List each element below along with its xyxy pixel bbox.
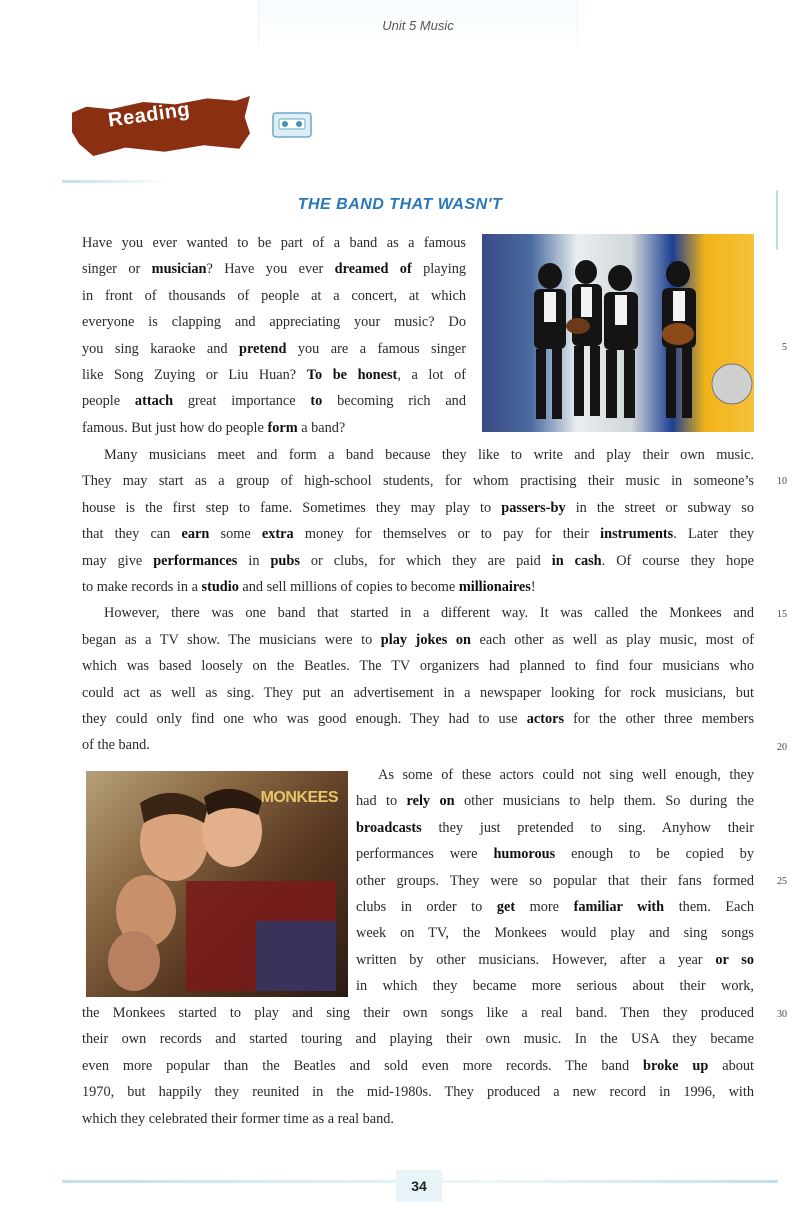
vocab-term: extra [261, 526, 294, 543]
text-line: you sing karaoke and pretend you are a famous singer [82, 340, 466, 357]
paragraph-body-2 [82, 1000, 754, 1132]
vocab-term: rely on [406, 793, 455, 810]
text-line: famous. But just how do people form a band? [82, 419, 346, 436]
line-number: 25 [777, 876, 787, 887]
text-line: even more popular than the Beatles and sold even more records. The band broke up about [82, 1057, 754, 1074]
vocab-term: or so [715, 951, 754, 968]
line-number: 5 [782, 342, 787, 353]
vocab-term: To be honest [306, 366, 398, 383]
text-line: broadcasts they just pretended to sing. Anyhow their [356, 819, 754, 836]
vocab-term: earn [181, 526, 210, 543]
text-line: in which they became more serious about their work, [356, 978, 754, 995]
vocab-term: broke up [643, 1057, 709, 1074]
text-line: which was based loosely on the Beatles. The TV organizers had planned to find four musicians who [82, 658, 754, 675]
monkees-logo: MONKEES [260, 789, 338, 806]
text-line: As some of these actors could not sing well enough, they [378, 767, 754, 783]
band-photo [482, 234, 754, 432]
text-line: they could only find one who was good enough. They had to use actors for the other three members [82, 710, 754, 727]
band-figures [482, 234, 754, 432]
line-number: 30 [777, 1009, 787, 1020]
vocab-term: musician [151, 261, 207, 278]
line-number: 15 [777, 609, 787, 620]
paragraph-right-of-photo [356, 762, 754, 1000]
unit-tab [258, 0, 578, 46]
line-number: 20 [777, 742, 787, 753]
paragraph-body-1 [82, 442, 754, 759]
text-line: clubs in order to get more familiar with them. Each [356, 898, 754, 915]
vocab-term: attach [134, 393, 174, 410]
vocab-term: passers-by [501, 499, 566, 516]
vocab-term: broadcasts [356, 819, 422, 836]
text-line: other groups. They were so popular that their fans formed [356, 872, 754, 889]
vocab-term: millionaires [458, 578, 531, 595]
vocab-term: performances [153, 552, 238, 569]
vocab-term: form [267, 419, 298, 436]
vocab-term: in cash [551, 552, 602, 569]
vocab-term: to [310, 393, 323, 410]
unit-title: Unit 5 Music [382, 18, 454, 33]
line-number: 10 [777, 476, 787, 487]
vocab-term: familiar with [573, 898, 665, 915]
text-line: the Monkees started to play and sing their own songs like a real band. Then they produced [82, 1005, 754, 1021]
text-line: 1970, but happily they reunited in the mid-1980s. They produced a new record in 1996, with [82, 1084, 754, 1101]
text-line: everyone is clapping and appreciating your music? Do [82, 314, 466, 331]
text-line: They may start as a group of high-school students, for whom practising their music in someone’s [82, 473, 754, 490]
text-line: may give performances in pubs or clubs, for which they are paid in cash. Of course they hope [82, 552, 754, 569]
text-line: like Song Zuying or Liu Huan? To be honest, a lot of [82, 366, 466, 383]
text-line: Many musicians meet and form a band because they like to write and play their own music. [104, 447, 754, 463]
text-line: performances were humorous enough to be copied by [356, 846, 754, 863]
text-line: which they celebrated their former time as a real band. [82, 1110, 395, 1127]
vocab-term: humorous [493, 846, 556, 863]
cassette-icon [272, 110, 312, 140]
text-line: their own records and started touring and playing their own music. In the USA they became [82, 1031, 754, 1048]
text-line: of the band. [82, 737, 150, 754]
header-rule [62, 180, 172, 183]
vocab-term: pubs [270, 552, 300, 569]
text-line: written by other musicians. However, after a year or so [356, 951, 754, 968]
vocab-term: instruments [600, 526, 674, 543]
vocab-term: pretend [239, 340, 287, 357]
text-line: could act as well as sing. They put an advertisement in a newspaper looking for rock musicians, but [82, 684, 754, 701]
text-line: that they can earn some extra money for themselves or to pay for their instruments. Later they [82, 526, 754, 543]
text-line: people attach great importance to becoming rich and [82, 393, 466, 410]
story-title: THE BAND THAT WASN'T [297, 196, 503, 213]
text-line: began as a TV show. The musicians were to play jokes on each other as well as play music, most of [82, 631, 754, 648]
text-line: week on TV, the Monkees would play and sing songs [356, 925, 754, 942]
vocab-term: actors [526, 710, 565, 727]
reading-label: Reading [106, 98, 192, 132]
text-line: singer or musician? Have you ever dreamed of playing [82, 261, 466, 278]
text-line: However, there was one band that started in a different way. It was called the Monkees and [104, 605, 754, 622]
vocab-term: get [496, 898, 516, 915]
vocab-term: dreamed of [334, 261, 412, 278]
page-number: 34 [396, 1170, 442, 1202]
text-line: in front of thousands of people at a concert, at which [82, 287, 466, 304]
text-line: Have you ever wanted to be part of a band as a famous [82, 235, 466, 251]
vocab-term: play jokes on [380, 631, 471, 648]
paragraph-intro [82, 230, 466, 441]
monkees-album-photo [86, 771, 348, 997]
text-line: had to rely on other musicians to help them. So during the [356, 793, 754, 810]
text-line: house is the first step to fame. Sometimes they may play to passers-by in the street or subway so [82, 499, 754, 516]
vocab-term: studio [201, 578, 239, 595]
text-line: to make records in a studio and sell millions of copies to become millionaires! [82, 578, 536, 595]
